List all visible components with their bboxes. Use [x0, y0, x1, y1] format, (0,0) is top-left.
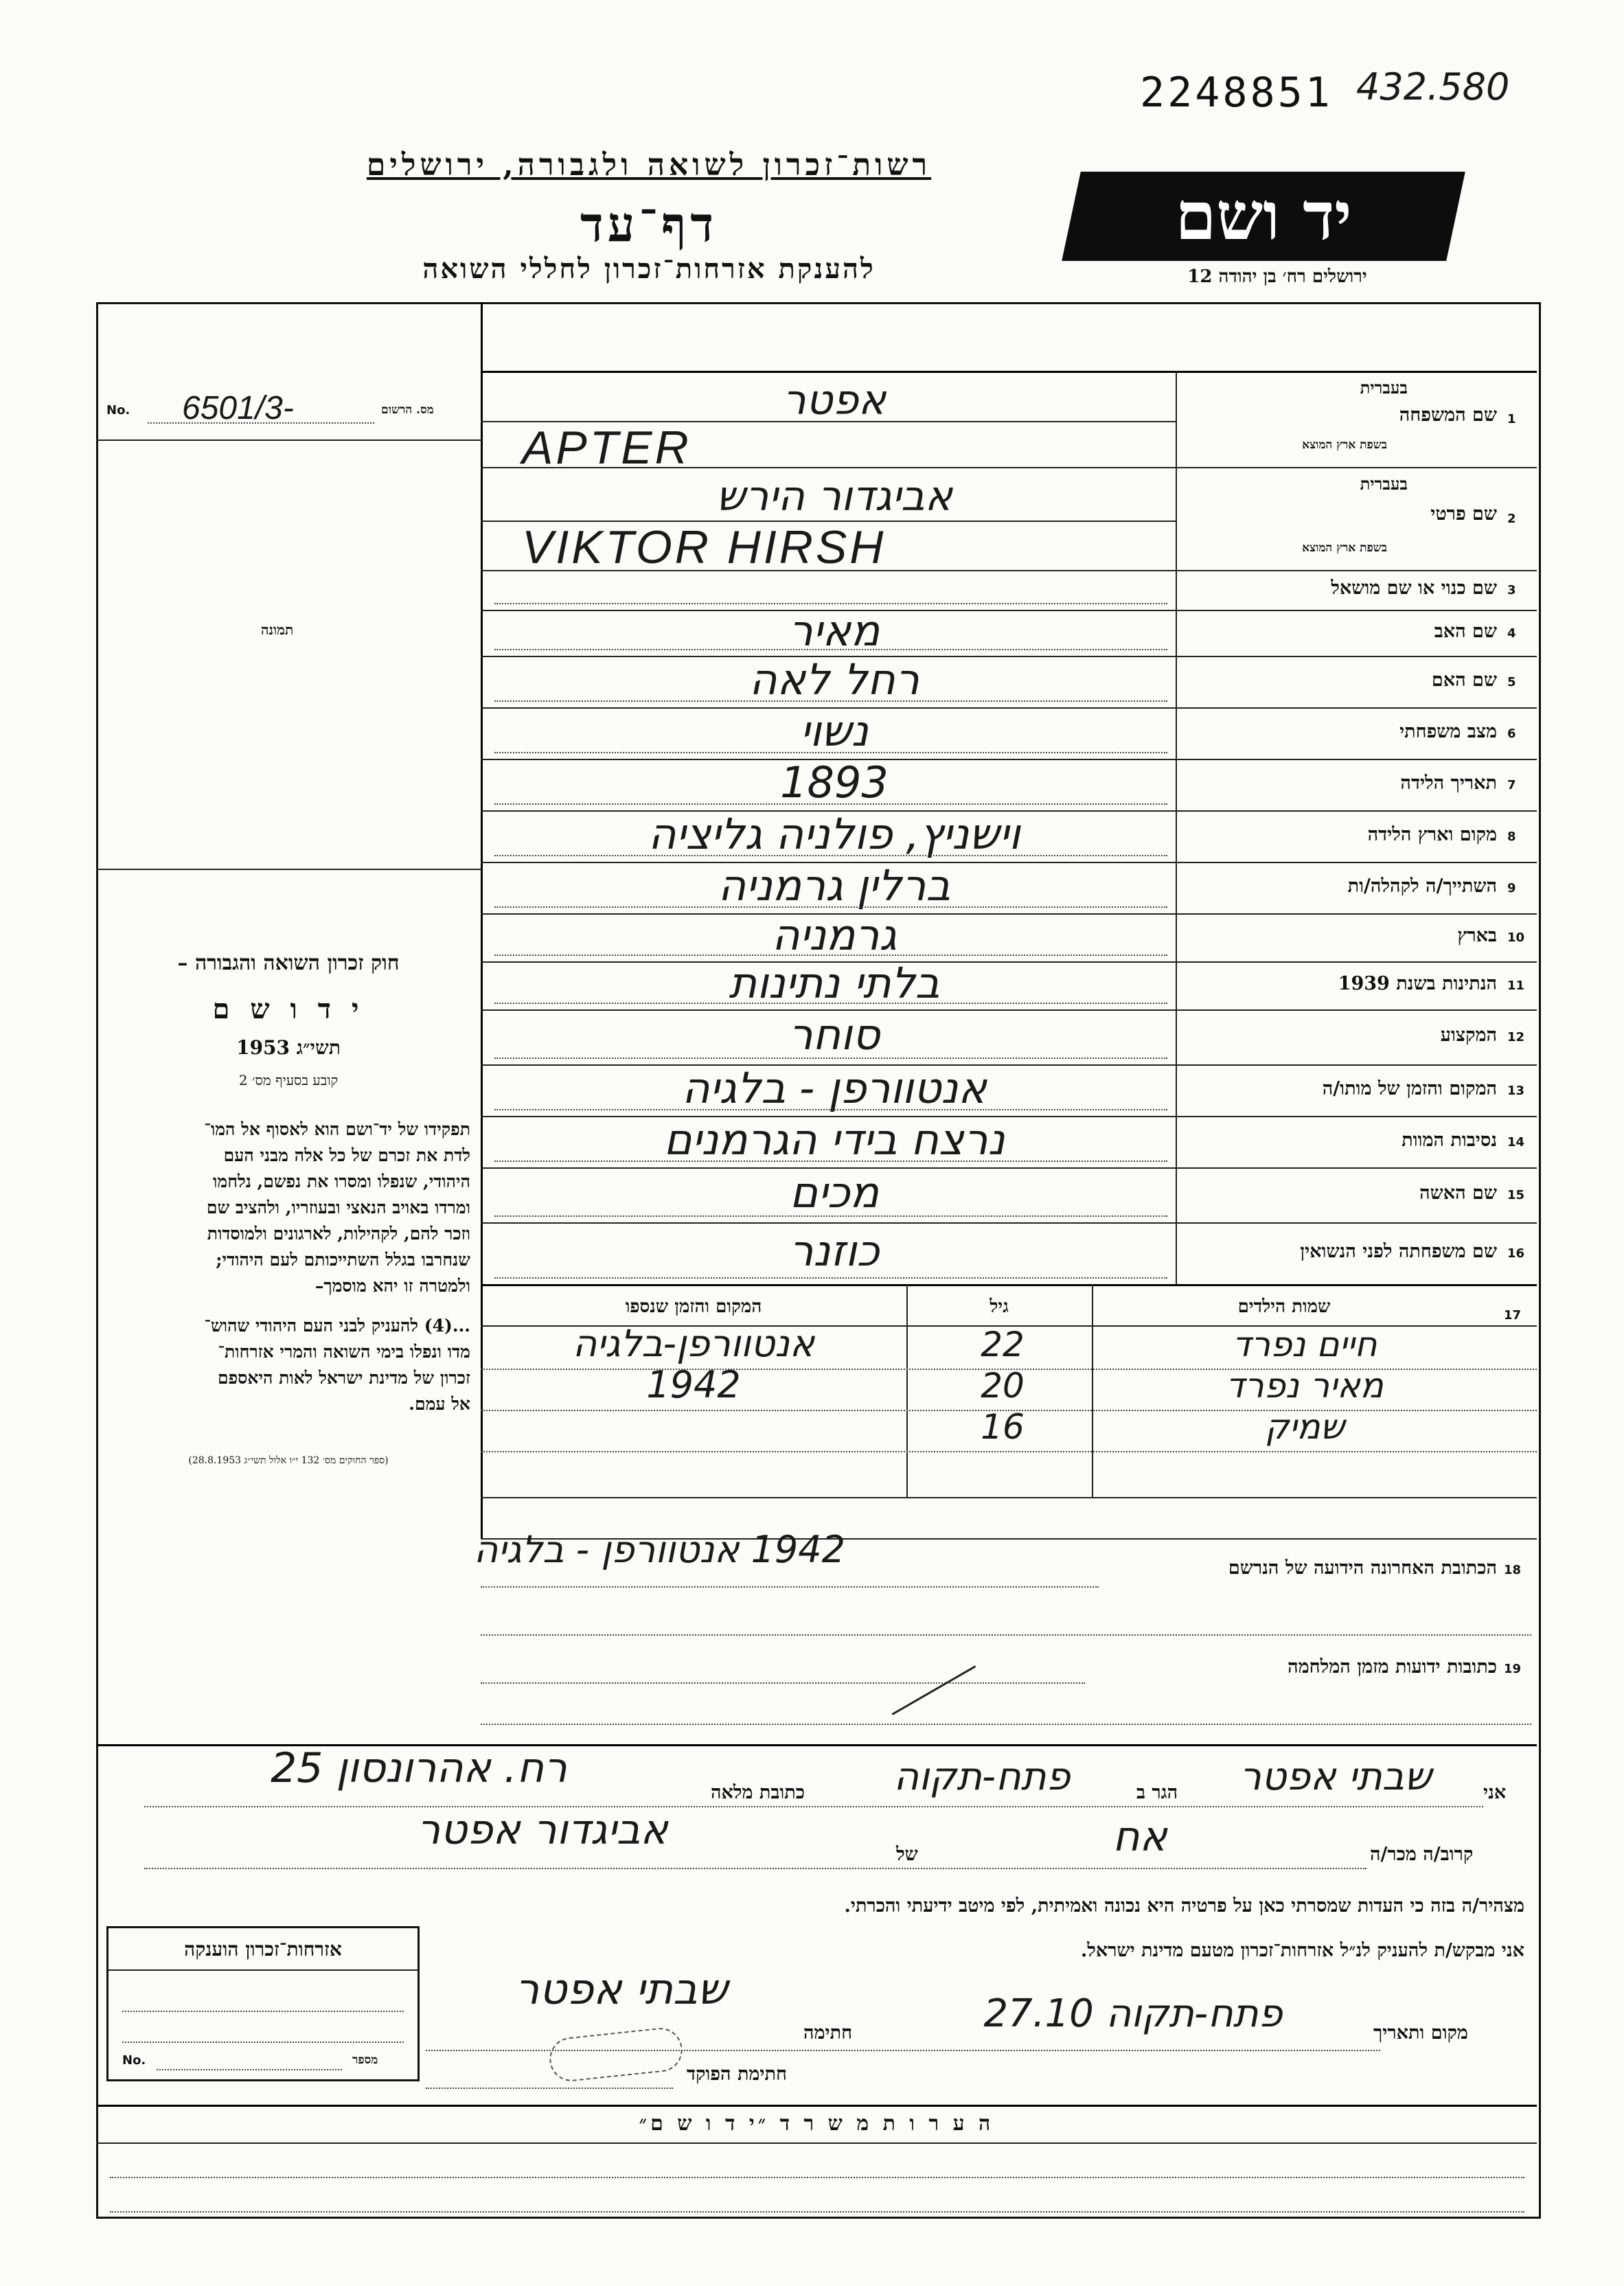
law-name: י ד ו ש ם — [212, 993, 365, 1025]
field-value[interactable]: בלתי נתינות — [729, 958, 940, 1008]
registration-label: מס. הרשום — [381, 403, 434, 417]
signature-label: חתימה — [803, 2022, 853, 2044]
children-place-header: המקום והזמן שנספו — [625, 1296, 762, 1317]
field-19-number: 19 — [1504, 1662, 1522, 1676]
field-18-label: הכתובת האחרונה הידועה של הנרשם — [1228, 1557, 1497, 1579]
reference-number: 432.580 — [1356, 65, 1510, 108]
field-value[interactable]: אביגדור הירש — [716, 472, 952, 521]
field-number: 14 — [1507, 1134, 1525, 1150]
field-label: שם פרטי — [1430, 503, 1497, 525]
field-label: בארץ — [1457, 925, 1497, 946]
page-title: דף־עד — [580, 196, 718, 253]
field-number: 3 — [1507, 583, 1516, 597]
field-number: 15 — [1507, 1188, 1525, 1202]
official-signature-label: חתימת הפוקד — [687, 2064, 787, 2085]
field-value[interactable]: אנטוורפן - בלגיה — [682, 1062, 987, 1113]
law-title: חוק זכרון השואה והגבורה – — [177, 951, 400, 975]
field-value[interactable]: אפטר — [782, 376, 887, 424]
field-row-16 — [481, 1222, 1537, 1284]
registration-number-row — [106, 390, 470, 429]
decl-relative-label: קרוב/ה מכר/ה — [1370, 1844, 1474, 1865]
child-place[interactable]: 1942 — [646, 1363, 741, 1406]
field-row-9 — [481, 862, 1537, 913]
field-sub-hebrew: בעברית — [1360, 378, 1408, 398]
authority-name: רשות־זכרון לשואה ולגבורה, ירושלים — [366, 148, 932, 183]
field-label: השתייך/ה לקהלה/ות — [1347, 875, 1497, 897]
child-place[interactable]: אנטוורפן-בלגיה — [572, 1322, 815, 1365]
field-label: הנתינות בשנת 1939 — [1338, 973, 1497, 994]
law-text: תפקידו של יד־ושם הוא לאסוף אל המו־ לדת את זכרם של כל אלה מבני העם היהודי, שנפלו ומסרו את נפשם, נלחמו ומרדו באויב הנאצי ובעוזריו, ולהציב שם וזכר להם, לקהילות, לארגונים ולמוסדות שנחרבו בגלל השתייכותם לעם היהודי; ולמטרה זו יהא מוסמך– ...(4) להעניק לבני העם היהודי שהוש־ מדו ונפלו בימי השואה והמרי אזרחות־ זכרון של מדינת ישראל לאות היאספם אל עמם. — [204, 1119, 470, 1414]
field-row-4 — [481, 605, 1537, 656]
field-label: שם האב — [1434, 620, 1497, 642]
field-label: המקצוע — [1440, 1025, 1497, 1046]
field-number: 9 — [1507, 880, 1516, 895]
logo-text: יד ושם — [1175, 177, 1352, 255]
field-row-11 — [481, 958, 1537, 1009]
award-title: אזרחות־זכרון הוענקה — [184, 1938, 342, 1961]
field-row-10 — [481, 910, 1537, 961]
photo-label: תמונה — [261, 621, 294, 638]
field-row-7 — [481, 759, 1537, 810]
field-sub-country: בשפת ארץ המוצא — [1302, 438, 1387, 452]
child-age[interactable]: 20 — [981, 1366, 1025, 1406]
logo-address: ירושלים רח׳ בן יהודה 12 — [1187, 266, 1367, 287]
field-sub-country: בשפת ארץ המוצא — [1302, 541, 1387, 555]
child-age[interactable]: 16 — [981, 1407, 1025, 1447]
field-row-6 — [481, 707, 1537, 759]
field-number: 5 — [1507, 674, 1516, 689]
decl-resident-label: הגר ב — [1136, 1782, 1178, 1803]
field-number: 12 — [1507, 1030, 1525, 1044]
field-value-latin[interactable]: APTER — [522, 421, 691, 474]
field-number: 2 — [1507, 512, 1516, 526]
field-label: שם המשפחה — [1399, 404, 1497, 426]
field-number: 16 — [1507, 1246, 1525, 1261]
award-no-label: מספר — [352, 2053, 378, 2067]
decl-request: אני מבקש/ת להעניק לנ״ל אזרחות־זכרון מטעם מדינת ישראל. — [1080, 1940, 1524, 1961]
declarant-town[interactable]: פתח-תקוה — [893, 1754, 1071, 1799]
decl-statement: מצהיר/ה בזה כי העדות שמסרתי כאן על פרטיה היא נכונה ואמיתית, לפי מיטב ידיעתי והכרתי. — [844, 1895, 1524, 1917]
field-number: 11 — [1507, 979, 1525, 993]
field-label: שם משפחתה לפני הנשואין — [1300, 1241, 1497, 1262]
no-prefix: No. — [106, 403, 130, 418]
field-value[interactable]: מכים — [790, 1167, 879, 1218]
field-row-14 — [481, 1116, 1537, 1167]
declarant-signature[interactable]: שבתי אפטר — [515, 1964, 728, 2014]
field-value[interactable]: סוחר — [788, 1009, 880, 1060]
declarant-address[interactable]: רח. אהרונסון 25 — [271, 1744, 567, 1792]
decl-i-label: אני — [1483, 1782, 1507, 1803]
field-value[interactable]: וישניץ, פולניה גליציה — [648, 808, 1020, 859]
field-number: 8 — [1507, 829, 1516, 844]
field-row-2 — [481, 467, 1537, 573]
field-value[interactable]: 1893 — [780, 757, 889, 808]
field-18-value[interactable]: 1942 אנטוורפן - בלגיה — [474, 1528, 846, 1571]
field-18-number: 18 — [1504, 1563, 1522, 1577]
declarant-name[interactable]: שבתי אפטר — [1239, 1754, 1432, 1799]
field-sub-hebrew: בעברית — [1360, 474, 1408, 494]
child-name[interactable]: חיים נפרד — [1232, 1325, 1377, 1364]
field-number: 4 — [1507, 626, 1516, 641]
field-label: מקום וארץ הלידה — [1367, 823, 1497, 845]
victim-name-decl[interactable]: אביגדור אפטר — [417, 1806, 668, 1854]
place-date-label: מקום ותאריך — [1373, 2022, 1468, 2044]
field-17-number: 17 — [1504, 1308, 1522, 1323]
field-row-13 — [481, 1064, 1537, 1116]
field-row-1 — [481, 371, 1537, 474]
yad-vashem-logo — [1062, 172, 1465, 261]
decl-address-label: כתובת מלאה — [711, 1782, 805, 1803]
field-value[interactable]: מאיר — [788, 605, 880, 656]
field-value[interactable]: ברלין גרמניה — [718, 860, 951, 911]
document-number: 2248851 — [1140, 69, 1333, 117]
field-label: שם כנוי או שם מושאל — [1331, 578, 1497, 599]
field-value[interactable]: גרמניה — [772, 910, 897, 960]
field-row-5 — [481, 656, 1537, 707]
award-box — [106, 1926, 420, 2081]
field-row-8 — [481, 810, 1537, 862]
field-value[interactable]: נשוי — [800, 705, 869, 756]
field-number: 1 — [1507, 412, 1516, 426]
field-number: 13 — [1507, 1083, 1525, 1098]
field-label: תאריך הלידה — [1400, 772, 1497, 794]
law-block — [106, 951, 470, 1467]
field-number: 6 — [1507, 726, 1516, 741]
office-notes-title: ה ע ר ו ת מ ש ר ד ״י ד ו ש ם״ — [639, 2112, 994, 2136]
field-value[interactable]: כוזנר — [789, 1226, 880, 1276]
field-row-3 — [481, 570, 1537, 610]
page-subtitle: להענקת אזרחות־זכרון לחללי השואה — [422, 253, 876, 285]
field-value[interactable]: רחל לאה — [749, 654, 919, 705]
children-names-header: שמות הילדים — [1237, 1296, 1331, 1317]
law-footnote: (ספר החוקים מס׳ 132 י״ו אלול תשי״ג 28.8.1953) — [188, 1455, 389, 1466]
child-name[interactable]: שמיק — [1264, 1407, 1345, 1447]
field-label: המקום והזמן של מותו/ה — [1322, 1077, 1497, 1099]
decl-of-label: של — [896, 1844, 918, 1865]
field-row-15 — [481, 1167, 1537, 1222]
field-label: שם האשה — [1419, 1182, 1497, 1204]
field-number: 10 — [1507, 930, 1525, 945]
field-label: שם האם — [1431, 669, 1497, 691]
children-age-header: גיל — [990, 1296, 1009, 1317]
child-row — [481, 1407, 1537, 1452]
field-value-latin[interactable]: VIKTOR HIRSH — [522, 521, 887, 573]
child-name[interactable]: מאיר נפרד — [1226, 1366, 1384, 1406]
declarant-relation[interactable]: אח — [1112, 1813, 1167, 1861]
place-date[interactable]: פתח-תקוה 27.10 — [983, 1991, 1283, 2036]
law-year: תשי״ג 1953 — [236, 1036, 341, 1059]
field-19-label: כתובות ידועות מזמן המלחמה — [1288, 1656, 1497, 1678]
award-no-prefix: No. — [122, 2053, 146, 2068]
field-value[interactable]: נרצח בידי הגרמנים — [663, 1114, 1005, 1165]
child-row — [481, 1363, 1537, 1411]
registration-number[interactable]: 6501/3- — [182, 390, 294, 426]
field-label: מצב משפחתי — [1399, 720, 1497, 742]
field-label: נסיבות המוות — [1402, 1129, 1497, 1151]
field-number: 7 — [1507, 777, 1516, 792]
field-row-12 — [481, 1009, 1537, 1064]
law-clause: קובע בסעיף מס׳ 2 — [238, 1072, 339, 1088]
child-age[interactable]: 22 — [981, 1325, 1025, 1364]
